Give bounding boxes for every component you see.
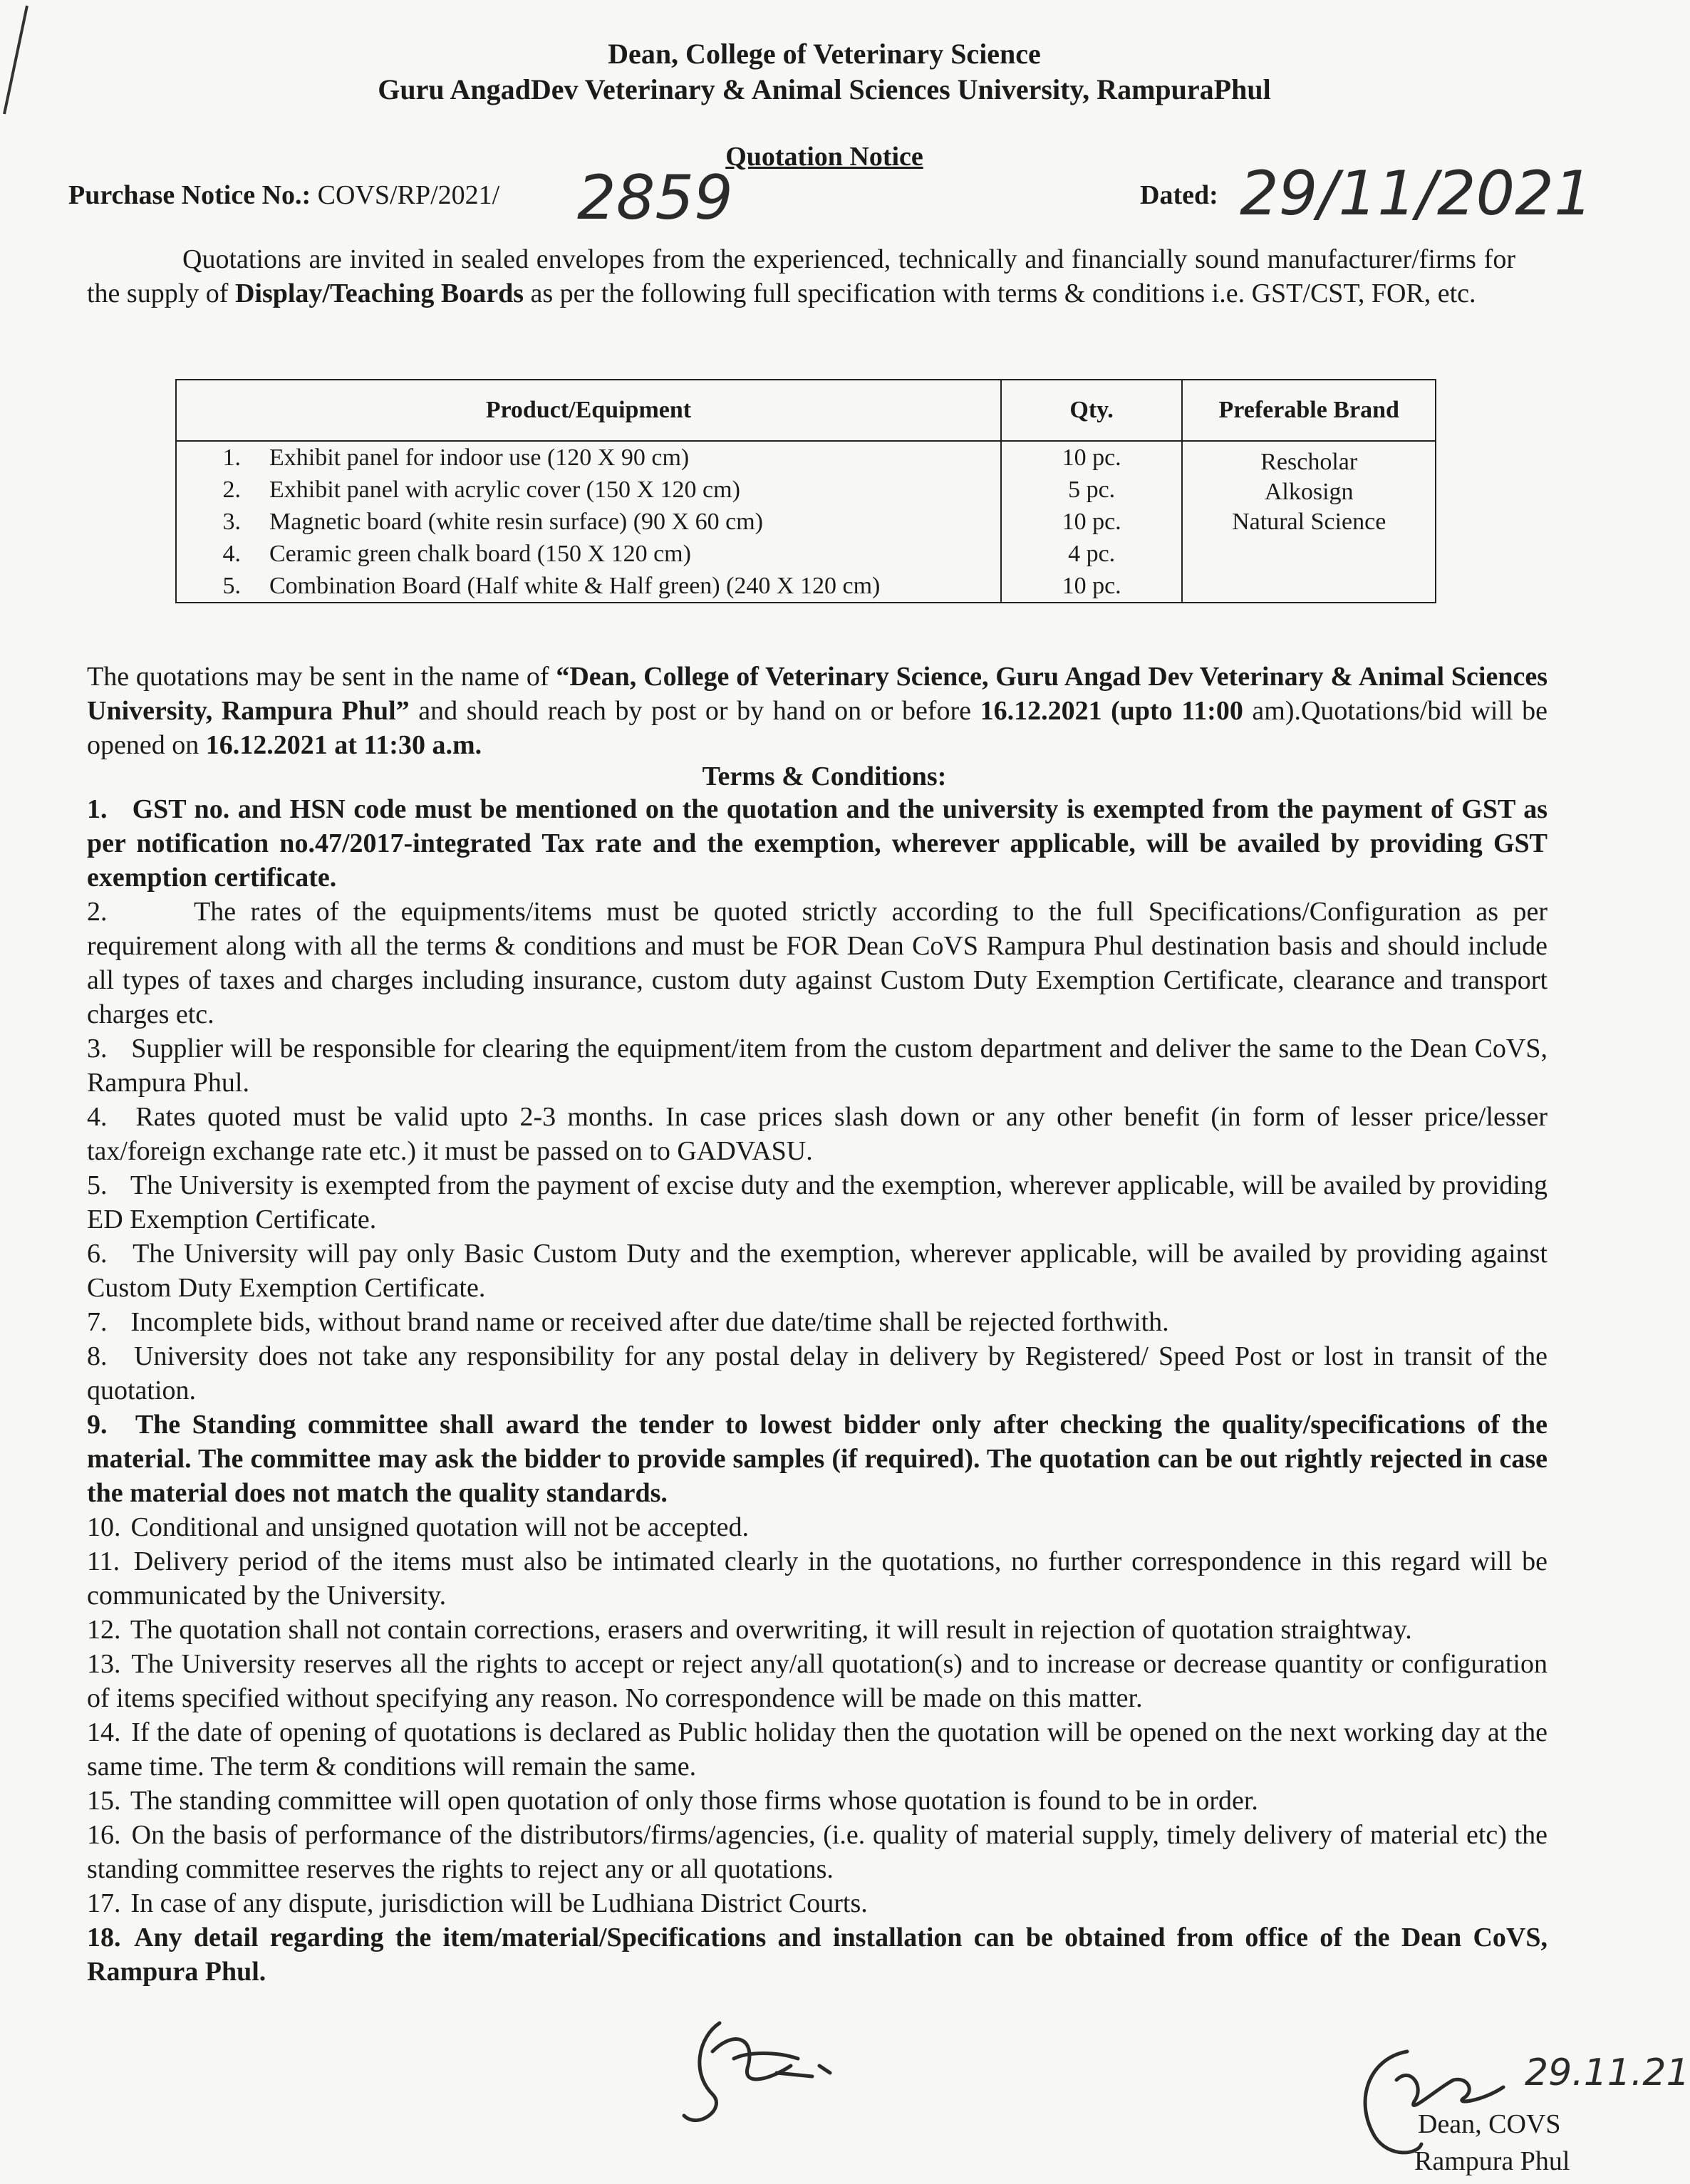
dean-title: Dean, COVS (1418, 2109, 1561, 2139)
header-line-1: Dean, College of Veterinary Science (608, 38, 1041, 70)
handwritten-sign-date: 29.11.21 (1525, 2052, 1690, 2094)
term-text: Incomplete bids, without brand name or received after due date/time shall be rejected forthwith. (130, 1307, 1169, 1337)
table-body-row (176, 441, 1436, 603)
row-product: Exhibit panel for indoor use (120 X 90 cm) (269, 444, 690, 471)
term-number: 7. (87, 1307, 108, 1337)
header-line-2: Guru AngadDev Veterinary & Animal Sciences University, RampuraPhul (378, 73, 1271, 105)
intro-text-1: Quotations are invited in sealed envelopes from the experienced, technically and financially sound manufacturer/firms for the supply of (87, 244, 1515, 308)
submission-paragraph (87, 660, 1548, 762)
brand-item: Natural Science (1232, 509, 1386, 535)
term-text: The quotation shall not contain corrections, erasers and overwriting, it will result in rejection of quotation straightway. (130, 1615, 1412, 1645)
para1-deadline: 16.12.2021 (upto 11:00 (980, 696, 1243, 726)
purchase-notice-prefix: COVS/RP/2021/ (317, 180, 500, 210)
table-row (177, 506, 1000, 538)
term-number: 14. (87, 1717, 121, 1747)
term-item (87, 1886, 1548, 1920)
term-number: 18. (87, 1923, 121, 1952)
term-item (87, 1339, 1548, 1408)
term-item (87, 1305, 1548, 1339)
table-row (177, 442, 1000, 474)
purchase-notice-label: Purchase Notice No.: (68, 180, 311, 210)
product-cell (176, 441, 1001, 603)
notice-title: Quotation Notice (725, 142, 923, 172)
terms-heading: Terms & Conditions: (702, 761, 947, 791)
term-text: The University reserves all the rights to accept or reject any/all quotation(s) and to increase or decrease quantity or configuration of items specified without specifying any reason. No correspondence will be made on this matter. (87, 1649, 1548, 1713)
term-number: 8. (87, 1341, 108, 1371)
term-item (87, 1784, 1548, 1818)
term-item (87, 1510, 1548, 1544)
intro-text-2: as per the following full specification with terms & conditions i.e. GST/CST, FOR, etc. (524, 279, 1476, 308)
term-text: Conditional and unsigned quotation will not be accepted. (130, 1512, 749, 1542)
terms-list (87, 792, 1548, 1989)
brand-item: Rescholar (1260, 449, 1358, 475)
header-product: Product/Equipment (176, 380, 1001, 441)
row-qty: 10 pc. (1062, 573, 1121, 599)
row-number: 1. (222, 444, 241, 471)
term-number: 13. (87, 1649, 121, 1679)
term-text: The standing committee will open quotation of only those firms whose quotation is found to be in order. (130, 1786, 1258, 1816)
term-text: University does not take any responsibility for any postal delay in delivery by Registered/ Speed Post or lost in transit of the quotation. (87, 1341, 1548, 1405)
row-product: Magnetic board (white resin surface) (90 X 60 cm) (269, 509, 763, 535)
term-item (87, 1168, 1548, 1237)
term-number: 1. (87, 794, 108, 824)
term-number: 9. (87, 1410, 108, 1440)
term-number: 11. (87, 1546, 120, 1576)
term-text: The Standing committee shall award the tender to lowest bidder only after checking the quality/specifications of the material. The committee may ask the bidder to provide samples (if required). The quotation can be out rightly rejected in case the material does not match the quality standards. (87, 1410, 1548, 1508)
term-item (87, 1100, 1548, 1168)
term-number: 2. (87, 897, 108, 927)
handwritten-notice-number: 2859 (577, 162, 733, 234)
brand-item: Alkosign (1264, 479, 1354, 505)
para1-addressee: “Dean, College of Veterinary Science, Guru Angad Dev Veterinary & Animal Sciences University, Rampura Phul” (87, 662, 1548, 726)
row-number: 3. (222, 509, 241, 535)
row-number: 5. (222, 573, 241, 599)
term-text: Any detail regarding the item/material/Specifications and installation can be obtained from office of the Dean CoVS, Rampura Phul. (87, 1923, 1548, 1987)
term-number: 6. (87, 1239, 108, 1269)
para1-text-e: am).Quotations/bid will be opened on (87, 696, 1548, 760)
term-number: 4. (87, 1102, 108, 1132)
term-number: 17. (87, 1888, 121, 1918)
term-item (87, 792, 1548, 895)
term-item (87, 1647, 1548, 1715)
term-item (87, 1920, 1548, 1989)
header-qty: Qty. (1001, 380, 1183, 441)
left-signature (670, 2009, 855, 2137)
term-item (87, 1613, 1548, 1647)
para1-opening: 16.12.2021 at 11:30 a.m. (205, 730, 482, 760)
table-header-row (176, 380, 1436, 441)
header-brand: Preferable Brand (1182, 380, 1436, 441)
row-product: Combination Board (Half white & Half green) (240 X 120 cm) (269, 573, 881, 599)
term-text: In case of any dispute, jurisdiction will be Ludhiana District Courts. (130, 1888, 868, 1918)
table-row (177, 570, 1000, 602)
term-number: 3. (87, 1034, 108, 1064)
row-product: Ceramic green chalk board (150 X 120 cm) (269, 541, 691, 567)
term-text: The rates of the equipments/items must be quoted strictly according to the full Specifications/Configuration as per requirement along with all the terms & conditions and must be FOR Dean CoVS Rampura Phul destination basis and should include all types of taxes and charges including insurance, custom duty against Custom Duty Exemption Certificate, clearance and transport charges etc. (87, 897, 1548, 1029)
term-item (87, 1544, 1548, 1613)
term-item (87, 895, 1548, 1031)
row-number: 2. (222, 477, 241, 503)
term-text: Rates quoted must be valid upto 2-3 months. In case prices slash down or any other benefit (in form of lesser price/lesser tax/foreign exchange rate etc.) it must be passed on to GADVASU. (87, 1102, 1548, 1166)
row-qty: 5 pc. (1068, 477, 1116, 503)
row-qty: 10 pc. (1062, 509, 1121, 535)
term-text: Delivery period of the items must also be intimated clearly in the quotations, no further correspondence in this regard will be communicated by the University. (87, 1546, 1548, 1611)
term-number: 10. (87, 1512, 121, 1542)
term-text: Supplier will be responsible for clearing the equipment/item from the custom department and deliver the same to the Dean CoVS, Rampura Phul. (87, 1034, 1548, 1098)
term-text: The University will pay only Basic Custom Duty and the exemption, wherever applicable, will be availed by providing against Custom Duty Exemption Certificate. (87, 1239, 1548, 1303)
term-item (87, 1031, 1548, 1100)
term-number: 16. (87, 1820, 121, 1850)
intro-bold-text: Display/Teaching Boards (234, 279, 524, 308)
term-number: 5. (87, 1170, 108, 1200)
term-text: The University is exempted from the payment of excise duty and the exemption, wherever applicable, will be availed by providing ED Exemption Certificate. (87, 1170, 1548, 1234)
para1-text-c: and should reach by post or by hand on or before (409, 696, 980, 726)
term-item (87, 1408, 1548, 1510)
intro-paragraph (87, 242, 1515, 311)
row-qty: 4 pc. (1068, 541, 1116, 567)
term-number: 15. (87, 1786, 121, 1816)
table-row (177, 538, 1000, 570)
row-number: 4. (222, 541, 241, 567)
term-text: On the basis of performance of the distributors/firms/agencies, (i.e. quality of material supply, timely delivery of material etc) the standing committee reserves the rights to reject any or all quotations. (87, 1820, 1548, 1884)
purchase-notice-line (68, 180, 499, 211)
items-table (175, 379, 1436, 603)
qty-cell (1001, 441, 1183, 603)
term-text: If the date of opening of quotations is declared as Public holiday then the quotation will be opened on the next working day at the same time. The term & conditions will remain the same. (87, 1717, 1548, 1782)
table-row (177, 474, 1000, 506)
term-item (87, 1237, 1548, 1305)
row-product: Exhibit panel with acrylic cover (150 X 120 cm) (269, 477, 740, 503)
term-text: GST no. and HSN code must be mentioned on the quotation and the university is exempted from the payment of GST as per notification no.47/2017-integrated Tax rate and the exemption, wherever applicable, will be availed by providing GST exemption certificate. (87, 794, 1548, 893)
dated-label: Dated: (1140, 180, 1218, 210)
para1-text-a: The quotations may be sent in the name of (87, 662, 556, 692)
handwritten-date: 29/11/2021 (1240, 158, 1593, 229)
row-qty: 10 pc. (1062, 444, 1121, 471)
term-item (87, 1715, 1548, 1784)
brand-cell (1182, 441, 1436, 603)
dean-place: Rampura Phul (1414, 2146, 1570, 2176)
term-item (87, 1818, 1548, 1886)
term-number: 12. (87, 1615, 121, 1645)
